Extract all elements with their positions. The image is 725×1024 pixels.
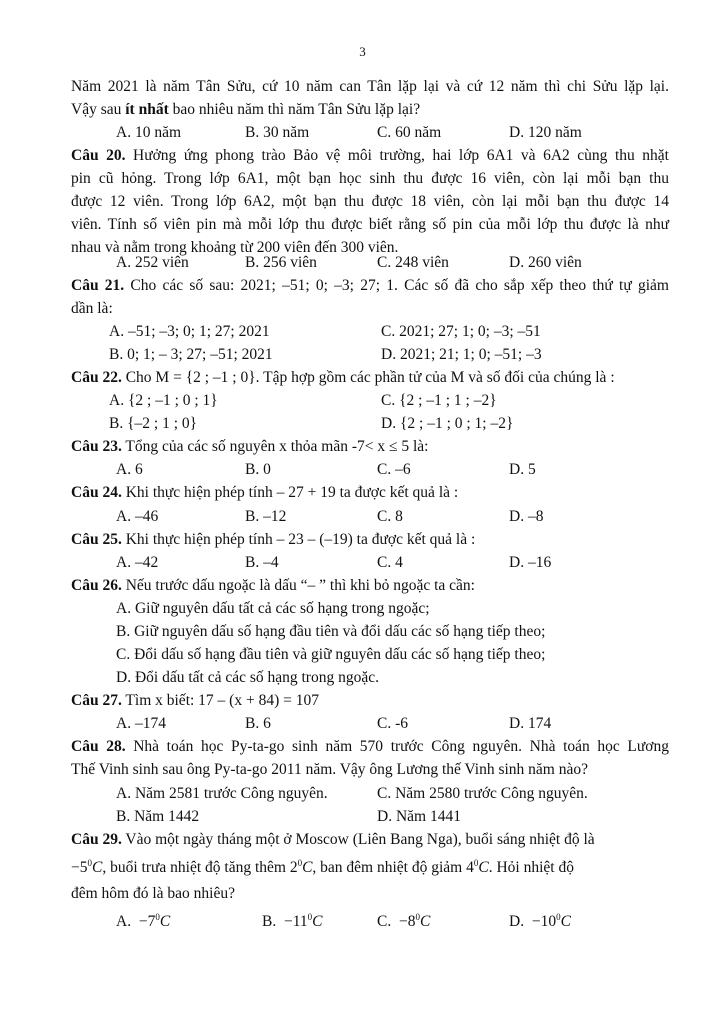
- q26-text: Nếu trước dấu ngoặc là dấu “– ” thì khi bỏ ngoặc ta cần:: [121, 577, 475, 594]
- q29-text-1: Vào một ngày tháng một ở Moscow (Liên Bang Nga), buổi sáng nhiệt độ là: [121, 831, 595, 848]
- q20-text-1: Hưởng ứng phong trào Bảo vệ môi trường, hai lớp 6A1 và 6A2 cùng thu nhặt: [125, 147, 669, 164]
- q20-option-b: B. 256 viên: [245, 254, 317, 271]
- q28-line-2: Thế Vinh sinh sau ông Py-ta-go 2011 năm. Vậy ông Lương thế Vinh sinh năm nào?: [71, 761, 588, 778]
- q29-text-2a: , buổi trưa nhiệt độ tăng thêm: [102, 859, 290, 876]
- degree-mark: 0: [556, 912, 561, 922]
- q21-option-b: B. 0; 1; – 3; 27; –51; 2021: [109, 346, 273, 363]
- celsius-unit: C: [419, 913, 431, 930]
- q27-option-c: C. -6: [377, 715, 408, 732]
- intro-line-2: [71, 100, 669, 120]
- q22-line: [71, 368, 669, 388]
- q20-label: Câu 20.: [71, 147, 126, 164]
- q28-line-1: [71, 737, 669, 757]
- q21-option-a: A. –51; –3; 0; 1; 27; 2021: [109, 323, 270, 340]
- q20-line-3: được 12 viên. Trong lớp 6A2, một bạn thu được 18 viên, còn lại mỗi bạn thu được 14: [71, 193, 669, 210]
- q20-option-a: A. 252 viên: [116, 254, 189, 271]
- q24-line: [71, 483, 669, 503]
- celsius-unit: C: [159, 913, 171, 930]
- q23-text: Tổng của các số nguyên x thỏa mãn -7< x ≤ 5 là:: [121, 438, 429, 455]
- q20-line-5: nhau và nằm trong khoảng từ 200 viên đến 300 viên.: [71, 239, 399, 256]
- q22-option-a: A. {2 ; –1 ; 0 ; 1}: [109, 392, 218, 409]
- q23-option-b: B. 0: [245, 461, 271, 478]
- q28-option-d: D. Năm 1441: [377, 808, 461, 825]
- q21-label: Câu 21.: [71, 277, 125, 294]
- q25-option-d: D. –16: [509, 554, 552, 571]
- q20-line-1: [71, 146, 669, 166]
- q23-option-c: C. –6: [377, 461, 411, 478]
- intro-option-d: D. 120 năm: [509, 124, 582, 141]
- q29-line-2: [71, 858, 669, 878]
- q22-option-c: C. {2 ; –1 ; 1 ; –2}: [381, 392, 497, 409]
- option-value: −11: [283, 913, 308, 930]
- q26-option-a: A. Giữ nguyên dấu tất cả các số hạng trong ngoặc;: [116, 600, 430, 617]
- q28-text-1: Nhà toán học Py-ta-go sinh năm 570 trước Công nguyên. Nhà toán học Lương: [125, 738, 669, 755]
- q29-option-a: [116, 912, 170, 932]
- option-value: −10: [531, 913, 557, 930]
- degree-mark: 0: [307, 912, 313, 922]
- q26-label: Câu 26.: [71, 577, 122, 594]
- q21-text-1: Cho các số sau: 2021; –51; 0; –3; 27; 1. Các số đã cho sắp xếp theo thứ tự giảm: [124, 277, 669, 294]
- q27-label: Câu 27.: [71, 692, 122, 709]
- q21-line-1: [71, 276, 669, 296]
- q21-option-d: D. 2021; 21; 1; 0; –51; –3: [381, 346, 542, 363]
- option-letter: B.: [262, 913, 277, 930]
- q22-label: Câu 22.: [71, 369, 122, 386]
- q22-text: Cho M = {2 ; –1 ; 0}. Tập hợp gồm các phần tử của M và số đối của chúng là :: [121, 369, 615, 386]
- intro-option-a: A. 10 năm: [116, 124, 182, 141]
- q29-temp-night: 4: [466, 859, 474, 876]
- q24-option-a: A. –46: [116, 508, 159, 525]
- q20-line-2: pin cũ hỏng. Trong lớp 6A1, một bạn học sinh thu được 16 viên, còn lại mỗi bạn thu: [71, 170, 669, 187]
- q28-option-c: C. Năm 2580 trước Công nguyên.: [377, 785, 588, 802]
- intro-line-1: Năm 2021 là năm Tân Sửu, cứ 10 năm can Tân lặp lại và cứ 12 năm thì chi Sửu lặp lại.: [71, 78, 669, 95]
- q29-temp-morning: −5: [71, 859, 88, 876]
- degree-mark: 0: [473, 858, 479, 868]
- q24-label: Câu 24.: [71, 484, 122, 501]
- q24-option-d: D. –8: [509, 508, 544, 525]
- q29-text-2c: . Hỏi nhiệt độ: [488, 859, 574, 876]
- celsius-unit: C: [312, 913, 323, 930]
- q28-option-b: B. Năm 1442: [116, 808, 200, 825]
- degree-mark: 0: [297, 858, 303, 868]
- degree-mark: 0: [155, 912, 160, 922]
- q23-line: [71, 437, 669, 457]
- option-letter: A.: [116, 913, 132, 930]
- q29-line-1: [71, 830, 669, 850]
- q20-line-4: viên. Tính số viên pin mà mỗi lớp thu được biết rằng số pin của mỗi lớp thu được là như: [71, 216, 669, 233]
- q26-option-d: D. Đổi dấu tất cả các số hạng trong ngoặc.: [116, 669, 379, 686]
- q28-label: Câu 28.: [71, 738, 126, 755]
- q20-option-c: C. 248 viên: [377, 254, 449, 271]
- option-letter: C.: [377, 913, 392, 930]
- q27-text: Tìm x biết: 17 – (x + 84) = 107: [121, 692, 319, 709]
- q22-option-d: D. {2 ; –1 ; 0 ; 1; –2}: [381, 415, 514, 432]
- q27-option-b: B. 6: [245, 715, 271, 732]
- celsius-unit: C: [92, 859, 103, 876]
- q25-label: Câu 25.: [71, 531, 122, 548]
- q25-option-a: A. –42: [116, 554, 159, 571]
- q21-option-c: C. 2021; 27; 1; 0; –3; –51: [381, 323, 541, 340]
- q23-label: Câu 23.: [71, 438, 122, 455]
- q25-option-c: C. 4: [377, 554, 403, 571]
- option-value: −8: [398, 913, 416, 930]
- q29-option-b: [262, 912, 322, 932]
- q24-option-c: C. 8: [377, 508, 403, 525]
- q29-option-c: [377, 912, 430, 932]
- intro-option-c: C. 60 năm: [377, 124, 442, 141]
- q29-temp-noon: 2: [289, 859, 298, 876]
- q29-label: Câu 29.: [71, 831, 122, 848]
- celsius-unit: C: [560, 913, 571, 930]
- option-letter: D.: [509, 913, 525, 930]
- q28-option-a: A. Năm 2581 trước Công nguyên.: [116, 785, 328, 802]
- q26-option-c: C. Đổi dấu số hạng đầu tiên và giữ nguyên dấu các số hạng tiếp theo;: [116, 646, 546, 663]
- q24-option-b: B. –12: [245, 508, 287, 525]
- q26-option-b: B. Giữ nguyên dấu số hạng đầu tiên và đổi dấu các số hạng tiếp theo;: [116, 623, 546, 640]
- intro-text-b: bao nhiêu năm thì năm Tân Sửu lặp lại?: [168, 101, 421, 118]
- q25-text: Khi thực hiện phép tính – 23 – (–19) ta được kết quả là :: [121, 531, 476, 548]
- option-value: −7: [138, 913, 156, 930]
- q21-line-2: dần là:: [71, 300, 113, 317]
- celsius-unit: C: [478, 859, 489, 876]
- q23-option-d: D. 5: [509, 461, 536, 478]
- intro-emphasis: ít nhất: [125, 101, 169, 118]
- q29-text-2b: , ban đêm nhiệt độ giảm: [312, 859, 467, 876]
- q27-option-d: D. 174: [509, 715, 552, 732]
- q23-option-a: A. 6: [116, 461, 143, 478]
- q25-option-b: B. –4: [245, 554, 279, 571]
- q26-line: [71, 576, 669, 596]
- q22-option-b: B. {–2 ; 1 ; 0}: [109, 415, 198, 432]
- q20-option-d: D. 260 viên: [509, 254, 582, 271]
- intro-option-b: B. 30 năm: [245, 124, 310, 141]
- q27-option-a: A. –174: [116, 715, 166, 732]
- celsius-unit: C: [302, 859, 313, 876]
- degree-mark: 0: [87, 858, 92, 868]
- q25-line: [71, 530, 669, 550]
- intro-text-a: Vậy sau: [71, 101, 126, 118]
- q24-text: Khi thực hiện phép tính – 27 + 19 ta được kết quả là :: [121, 484, 459, 501]
- degree-mark: 0: [415, 912, 420, 922]
- q27-line: [71, 691, 669, 711]
- page-number: 3: [359, 44, 366, 59]
- q29-option-d: [509, 912, 571, 932]
- q29-line-3: đêm hôm đó là bao nhiêu?: [71, 885, 235, 902]
